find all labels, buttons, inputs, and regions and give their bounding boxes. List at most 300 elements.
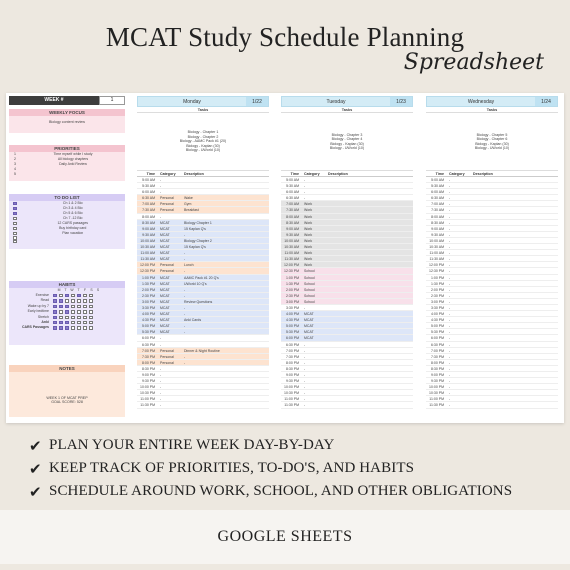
category-cell[interactable]: Personal	[160, 208, 174, 213]
category-cell[interactable]: Work	[304, 202, 313, 207]
category-cell[interactable]: -	[449, 226, 451, 231]
category-cell[interactable]: -	[160, 214, 162, 219]
category-cell[interactable]: School	[304, 299, 315, 304]
category-cell[interactable]: -	[304, 403, 306, 408]
todo-text[interactable]: Plan vacation	[62, 231, 84, 235]
category-cell[interactable]: -	[304, 373, 306, 377]
priority-text[interactable]: Time myself while I study	[53, 152, 93, 156]
habit-checkbox[interactable]	[83, 316, 87, 320]
description-cell[interactable]: Biology Chapter 2	[184, 238, 212, 243]
description-cell[interactable]: UWorld 10 Q's	[184, 281, 207, 286]
habit-checkbox[interactable]	[83, 305, 87, 309]
habit-checkbox[interactable]	[83, 326, 87, 330]
category-cell[interactable]: -	[449, 379, 451, 384]
category-cell[interactable]: -	[449, 257, 451, 262]
description-cell[interactable]	[470, 311, 558, 316]
habit-checkbox[interactable]	[59, 326, 63, 330]
description-cell[interactable]	[470, 177, 558, 182]
habit-checkbox[interactable]	[71, 305, 75, 309]
category-cell[interactable]: -	[304, 196, 306, 201]
task-item[interactable]: Biology - Chapter 3	[331, 132, 363, 137]
category-cell[interactable]: -	[160, 336, 162, 341]
weekly-focus-text[interactable]: Biology content review	[49, 120, 85, 124]
description-cell[interactable]	[325, 207, 413, 212]
category-cell[interactable]: -	[304, 397, 306, 402]
description-cell[interactable]	[325, 335, 413, 340]
priority-text[interactable]: Daily Anki Review	[59, 162, 87, 166]
habit-checkbox[interactable]	[59, 299, 63, 303]
description-cell[interactable]	[470, 262, 558, 267]
category-cell[interactable]: -	[304, 360, 306, 365]
category-cell[interactable]: MCAT	[160, 220, 170, 225]
description-cell[interactable]	[181, 183, 269, 188]
description-cell[interactable]	[325, 201, 413, 206]
description-cell[interactable]: AAMC Pack #1 20 Q's	[184, 275, 219, 280]
category-cell[interactable]: -	[304, 391, 306, 396]
category-cell[interactable]: -	[449, 245, 451, 250]
habit-checkbox[interactable]	[65, 316, 69, 320]
description-cell[interactable]	[470, 360, 558, 365]
description-cell[interactable]: Biology Chapter 1	[184, 220, 212, 225]
habit-checkbox[interactable]	[65, 294, 69, 298]
description-cell[interactable]: -	[184, 305, 186, 310]
category-cell[interactable]: -	[160, 397, 162, 402]
description-cell[interactable]: -	[184, 257, 186, 262]
category-cell[interactable]: Work	[304, 251, 313, 256]
habit-checkbox[interactable]	[77, 316, 81, 320]
category-cell[interactable]: -	[160, 178, 162, 182]
todo-checkbox[interactable]	[13, 207, 17, 211]
task-item[interactable]: Biology - Chapter 5	[476, 132, 508, 137]
habit-checkbox[interactable]	[71, 310, 75, 314]
description-cell[interactable]	[470, 396, 558, 401]
category-cell[interactable]: -	[304, 348, 306, 353]
todo-checkbox[interactable]	[13, 212, 17, 216]
category-cell[interactable]: -	[449, 202, 451, 207]
category-cell[interactable]: -	[449, 336, 451, 341]
description-cell[interactable]	[470, 201, 558, 206]
description-cell[interactable]	[470, 305, 558, 310]
category-cell[interactable]: -	[160, 385, 162, 390]
habit-checkbox[interactable]	[65, 305, 69, 309]
description-cell[interactable]	[325, 329, 413, 334]
description-cell[interactable]: Gym	[184, 202, 192, 207]
category-cell[interactable]: MCAT	[160, 312, 170, 317]
todo-text[interactable]: Buy birthday card	[59, 226, 87, 230]
description-cell[interactable]	[325, 250, 413, 255]
habit-checkbox[interactable]	[65, 310, 69, 314]
description-cell[interactable]	[325, 396, 413, 401]
category-cell[interactable]: Personal	[160, 348, 174, 353]
category-cell[interactable]: MCAT	[160, 305, 170, 310]
description-cell[interactable]	[470, 390, 558, 395]
description-cell[interactable]: -	[184, 269, 186, 274]
category-cell[interactable]: MCAT	[160, 299, 170, 304]
schedule-row[interactable]	[137, 402, 269, 408]
description-cell[interactable]	[325, 189, 413, 194]
category-cell[interactable]: MCAT	[304, 312, 314, 317]
category-cell[interactable]: -	[449, 403, 451, 408]
category-cell[interactable]: -	[449, 196, 451, 201]
category-cell[interactable]: Personal	[160, 196, 174, 201]
description-cell[interactable]	[325, 342, 413, 347]
habit-checkbox[interactable]	[83, 321, 87, 325]
description-cell[interactable]	[181, 402, 269, 407]
category-cell[interactable]: MCAT	[160, 281, 170, 286]
habit-checkbox[interactable]	[77, 321, 81, 325]
category-cell[interactable]: -	[449, 397, 451, 402]
todo-text[interactable]: Ch 5 & 6 Bio	[62, 211, 83, 215]
habit-checkbox[interactable]	[65, 299, 69, 303]
category-cell[interactable]: MCAT	[160, 232, 170, 237]
description-cell[interactable]	[470, 354, 558, 359]
description-cell[interactable]	[181, 384, 269, 389]
description-cell[interactable]	[181, 366, 269, 371]
description-cell[interactable]	[470, 226, 558, 231]
description-cell[interactable]	[181, 372, 269, 377]
description-cell[interactable]	[470, 256, 558, 261]
description-cell[interactable]	[325, 244, 413, 249]
description-cell[interactable]	[470, 329, 558, 334]
description-cell[interactable]: 15 Kaplan Q's	[184, 226, 206, 231]
description-cell[interactable]	[181, 214, 269, 219]
category-cell[interactable]: -	[449, 385, 451, 390]
category-cell[interactable]: MCAT	[160, 226, 170, 231]
description-cell[interactable]	[181, 189, 269, 194]
category-cell[interactable]: -	[160, 190, 162, 195]
category-cell[interactable]: -	[449, 190, 451, 195]
habit-checkbox[interactable]	[77, 299, 81, 303]
description-cell[interactable]: -	[184, 232, 186, 237]
category-cell[interactable]: Work	[304, 220, 313, 225]
description-cell[interactable]	[470, 232, 558, 237]
notes-line[interactable]: WEEK 1 OF MCAT PREP	[46, 396, 88, 400]
description-cell[interactable]	[325, 317, 413, 322]
category-cell[interactable]: -	[449, 269, 451, 274]
category-cell[interactable]: -	[160, 342, 162, 347]
todo-text[interactable]: Ch 3 & 4 Bio	[62, 206, 83, 210]
category-cell[interactable]: School	[304, 293, 315, 298]
habit-checkbox[interactable]	[53, 305, 57, 309]
description-cell[interactable]	[181, 177, 269, 182]
schedule-row[interactable]	[426, 402, 558, 408]
habit-checkbox[interactable]	[83, 299, 87, 303]
description-cell[interactable]: -	[184, 251, 186, 256]
description-cell[interactable]	[325, 238, 413, 243]
category-cell[interactable]: School	[304, 269, 315, 274]
description-cell[interactable]	[325, 183, 413, 188]
description-cell[interactable]	[325, 323, 413, 328]
habit-checkbox[interactable]	[89, 294, 93, 298]
category-cell[interactable]: MCAT	[304, 330, 314, 335]
category-cell[interactable]: -	[449, 324, 451, 329]
habit-checkbox[interactable]	[65, 321, 69, 325]
category-cell[interactable]: -	[449, 360, 451, 365]
category-cell[interactable]: -	[449, 178, 451, 182]
habit-checkbox[interactable]	[53, 299, 57, 303]
category-cell[interactable]: -	[449, 318, 451, 323]
description-cell[interactable]	[325, 256, 413, 261]
category-cell[interactable]: Work	[304, 238, 313, 243]
description-cell[interactable]	[325, 177, 413, 182]
description-cell[interactable]	[470, 275, 558, 280]
description-cell[interactable]	[325, 214, 413, 219]
description-cell[interactable]	[181, 390, 269, 395]
task-item[interactable]: Biology - Kaplan (30)	[186, 143, 220, 148]
description-cell[interactable]: -	[184, 287, 186, 292]
description-cell[interactable]	[470, 323, 558, 328]
priority-text[interactable]	[21, 172, 125, 177]
category-cell[interactable]: Personal	[160, 202, 174, 207]
description-cell[interactable]	[325, 366, 413, 371]
todo-checkbox[interactable]	[13, 240, 17, 244]
category-cell[interactable]: School	[304, 281, 315, 286]
category-cell[interactable]: MCAT	[160, 324, 170, 329]
description-cell[interactable]: -	[184, 360, 186, 365]
description-cell[interactable]	[325, 402, 413, 407]
description-cell[interactable]: Dinner & Night Routine	[184, 348, 220, 353]
category-cell[interactable]: Work	[304, 245, 313, 250]
description-cell[interactable]	[325, 293, 413, 298]
category-cell[interactable]: MCAT	[160, 238, 170, 243]
habit-checkbox[interactable]	[77, 326, 81, 330]
category-cell[interactable]: -	[449, 232, 451, 237]
category-cell[interactable]: MCAT	[160, 245, 170, 250]
category-cell[interactable]: -	[449, 366, 451, 371]
habit-checkbox[interactable]	[65, 326, 69, 330]
description-cell[interactable]	[470, 214, 558, 219]
habit-checkbox[interactable]	[53, 326, 57, 330]
todo-checkbox[interactable]	[13, 227, 17, 231]
description-cell[interactable]	[470, 287, 558, 292]
category-cell[interactable]: MCAT	[304, 336, 314, 341]
description-cell[interactable]	[325, 378, 413, 383]
task-item[interactable]: Biology - Chapter 6	[476, 137, 508, 142]
description-cell[interactable]	[470, 378, 558, 383]
category-cell[interactable]: Work	[304, 263, 313, 268]
description-cell[interactable]: -	[184, 324, 186, 329]
description-cell[interactable]	[325, 275, 413, 280]
description-cell[interactable]	[325, 384, 413, 389]
description-cell[interactable]	[470, 384, 558, 389]
category-cell[interactable]: -	[160, 403, 162, 408]
category-cell[interactable]: -	[160, 366, 162, 371]
description-cell[interactable]	[470, 220, 558, 225]
category-cell[interactable]: -	[449, 312, 451, 317]
description-cell[interactable]	[470, 402, 558, 407]
category-cell[interactable]: -	[449, 299, 451, 304]
category-cell[interactable]: School	[304, 275, 315, 280]
description-cell[interactable]	[325, 262, 413, 267]
category-cell[interactable]: -	[449, 293, 451, 298]
description-cell[interactable]	[470, 335, 558, 340]
habit-checkbox[interactable]	[89, 321, 93, 325]
category-cell[interactable]: -	[304, 379, 306, 384]
category-cell[interactable]: MCAT	[160, 330, 170, 335]
description-cell[interactable]	[325, 311, 413, 316]
habit-checkbox[interactable]	[53, 321, 57, 325]
category-cell[interactable]: -	[449, 330, 451, 335]
category-cell[interactable]: -	[304, 305, 306, 310]
habit-checkbox[interactable]	[71, 321, 75, 325]
description-cell[interactable]	[470, 293, 558, 298]
category-cell[interactable]: -	[160, 391, 162, 396]
category-cell[interactable]: Personal	[160, 269, 174, 274]
category-cell[interactable]: -	[304, 342, 306, 347]
task-item[interactable]: Biology - Kaplan (30)	[475, 141, 509, 146]
category-cell[interactable]: MCAT	[160, 293, 170, 298]
task-item[interactable]: Biology - Chapter 2	[187, 134, 219, 139]
description-cell[interactable]	[470, 281, 558, 286]
week-number-cell[interactable]: 1	[99, 96, 125, 105]
category-cell[interactable]: -	[449, 391, 451, 396]
todo-text[interactable]: Ch 1 & 2 Bio	[62, 201, 83, 205]
habit-checkbox[interactable]	[59, 305, 63, 309]
description-cell[interactable]	[325, 195, 413, 200]
category-cell[interactable]: MCAT	[304, 318, 314, 323]
habit-checkbox[interactable]	[71, 326, 75, 330]
description-cell[interactable]	[470, 195, 558, 200]
description-cell[interactable]	[181, 342, 269, 347]
description-cell[interactable]	[470, 189, 558, 194]
habit-checkbox[interactable]	[71, 316, 75, 320]
habit-checkbox[interactable]	[53, 294, 57, 298]
category-cell[interactable]: MCAT	[304, 324, 314, 329]
todo-checkbox[interactable]	[13, 222, 17, 226]
habit-checkbox[interactable]	[89, 326, 93, 330]
category-cell[interactable]: MCAT	[160, 318, 170, 323]
category-cell[interactable]: Work	[304, 232, 313, 237]
todo-checkbox[interactable]	[13, 202, 17, 206]
category-cell[interactable]: -	[449, 348, 451, 353]
category-cell[interactable]: -	[160, 379, 162, 384]
description-cell[interactable]	[470, 348, 558, 353]
category-cell[interactable]: -	[160, 373, 162, 377]
category-cell[interactable]: -	[304, 178, 306, 182]
category-cell[interactable]: -	[304, 354, 306, 359]
todo-text[interactable]: Ch 7 -12 Bio	[63, 216, 83, 220]
description-cell[interactable]	[325, 348, 413, 353]
todo-text[interactable]: 12 CARS passages	[57, 221, 89, 225]
habit-checkbox[interactable]	[53, 316, 57, 320]
description-cell[interactable]	[470, 317, 558, 322]
description-cell[interactable]	[325, 232, 413, 237]
category-cell[interactable]: Personal	[160, 263, 174, 268]
category-cell[interactable]: Work	[304, 214, 313, 219]
habit-checkbox[interactable]	[59, 316, 63, 320]
description-cell[interactable]: Breakfast	[184, 208, 199, 213]
description-cell[interactable]: -	[184, 354, 186, 359]
category-cell[interactable]: MCAT	[160, 275, 170, 280]
category-cell[interactable]: MCAT	[160, 251, 170, 256]
description-cell[interactable]	[470, 250, 558, 255]
description-cell[interactable]	[325, 287, 413, 292]
habit-checkbox[interactable]	[77, 305, 81, 309]
category-cell[interactable]: -	[449, 208, 451, 213]
habit-checkbox[interactable]	[89, 316, 93, 320]
notes-line[interactable]: GOAL SCORE: 528	[51, 400, 83, 405]
description-cell[interactable]	[325, 390, 413, 395]
task-item[interactable]: Biology - AAMC Pack #1 (20)	[179, 139, 227, 144]
habit-checkbox[interactable]	[89, 299, 93, 303]
description-cell[interactable]	[470, 299, 558, 304]
description-cell[interactable]	[325, 268, 413, 273]
description-cell[interactable]	[470, 366, 558, 371]
category-cell[interactable]: -	[449, 305, 451, 310]
description-cell[interactable]	[325, 299, 413, 304]
description-cell[interactable]	[181, 396, 269, 401]
habit-checkbox[interactable]	[53, 310, 57, 314]
category-cell[interactable]: Personal	[160, 354, 174, 359]
category-cell[interactable]: -	[160, 184, 162, 189]
category-cell[interactable]: -	[449, 354, 451, 359]
category-cell[interactable]: -	[449, 373, 451, 377]
description-cell[interactable]	[470, 207, 558, 212]
habit-checkbox[interactable]	[83, 310, 87, 314]
category-cell[interactable]: -	[304, 366, 306, 371]
description-cell[interactable]	[181, 378, 269, 383]
category-cell[interactable]: -	[449, 263, 451, 268]
task-item[interactable]: Biology - Chapter 1	[187, 130, 219, 135]
category-cell[interactable]: Personal	[160, 360, 174, 365]
habit-checkbox[interactable]	[89, 305, 93, 309]
category-cell[interactable]: MCAT	[160, 257, 170, 262]
category-cell[interactable]: -	[304, 190, 306, 195]
category-cell[interactable]: -	[304, 385, 306, 390]
description-cell[interactable]	[325, 372, 413, 377]
description-cell[interactable]	[470, 342, 558, 347]
category-cell[interactable]: Work	[304, 208, 313, 213]
category-cell[interactable]: School	[304, 287, 315, 292]
habit-checkbox[interactable]	[77, 310, 81, 314]
category-cell[interactable]: -	[449, 287, 451, 292]
schedule-row[interactable]	[281, 402, 413, 408]
priority-text[interactable]: All biology chapters	[57, 157, 89, 161]
category-cell[interactable]: -	[449, 214, 451, 219]
task-item[interactable]: Biology - Kaplan (30)	[330, 141, 364, 146]
habit-checkbox[interactable]	[59, 310, 63, 314]
habit-checkbox[interactable]	[71, 294, 75, 298]
description-cell[interactable]: -	[184, 312, 186, 317]
habit-checkbox[interactable]	[59, 321, 63, 325]
habit-checkbox[interactable]	[83, 294, 87, 298]
category-cell[interactable]: -	[449, 342, 451, 347]
category-cell[interactable]: Work	[304, 226, 313, 231]
category-cell[interactable]: -	[449, 238, 451, 243]
description-cell[interactable]: Review Questions	[184, 299, 213, 304]
task-item[interactable]: Biology - Chapter 4	[331, 137, 363, 142]
description-cell[interactable]: -	[184, 293, 186, 298]
description-cell[interactable]	[470, 372, 558, 377]
habit-checkbox[interactable]	[71, 299, 75, 303]
category-cell[interactable]: Work	[304, 257, 313, 262]
habit-checkbox[interactable]	[59, 294, 63, 298]
task-item[interactable]: Biology - UWorld (10)	[474, 145, 510, 150]
task-item[interactable]: Biology - UWorld (10)	[185, 148, 221, 153]
category-cell[interactable]: -	[449, 220, 451, 225]
description-cell[interactable]: Wake	[184, 196, 193, 201]
category-cell[interactable]: -	[304, 184, 306, 189]
task-item[interactable]: Biology - UWorld (10)	[329, 145, 365, 150]
category-cell[interactable]: -	[449, 251, 451, 256]
category-cell[interactable]: -	[449, 275, 451, 280]
description-cell[interactable]: 15 Kaplan Q's	[184, 245, 206, 250]
description-cell[interactable]: -	[184, 330, 186, 335]
category-cell[interactable]: -	[449, 184, 451, 189]
description-cell[interactable]	[470, 268, 558, 273]
description-cell[interactable]	[325, 220, 413, 225]
category-cell[interactable]: -	[449, 281, 451, 286]
